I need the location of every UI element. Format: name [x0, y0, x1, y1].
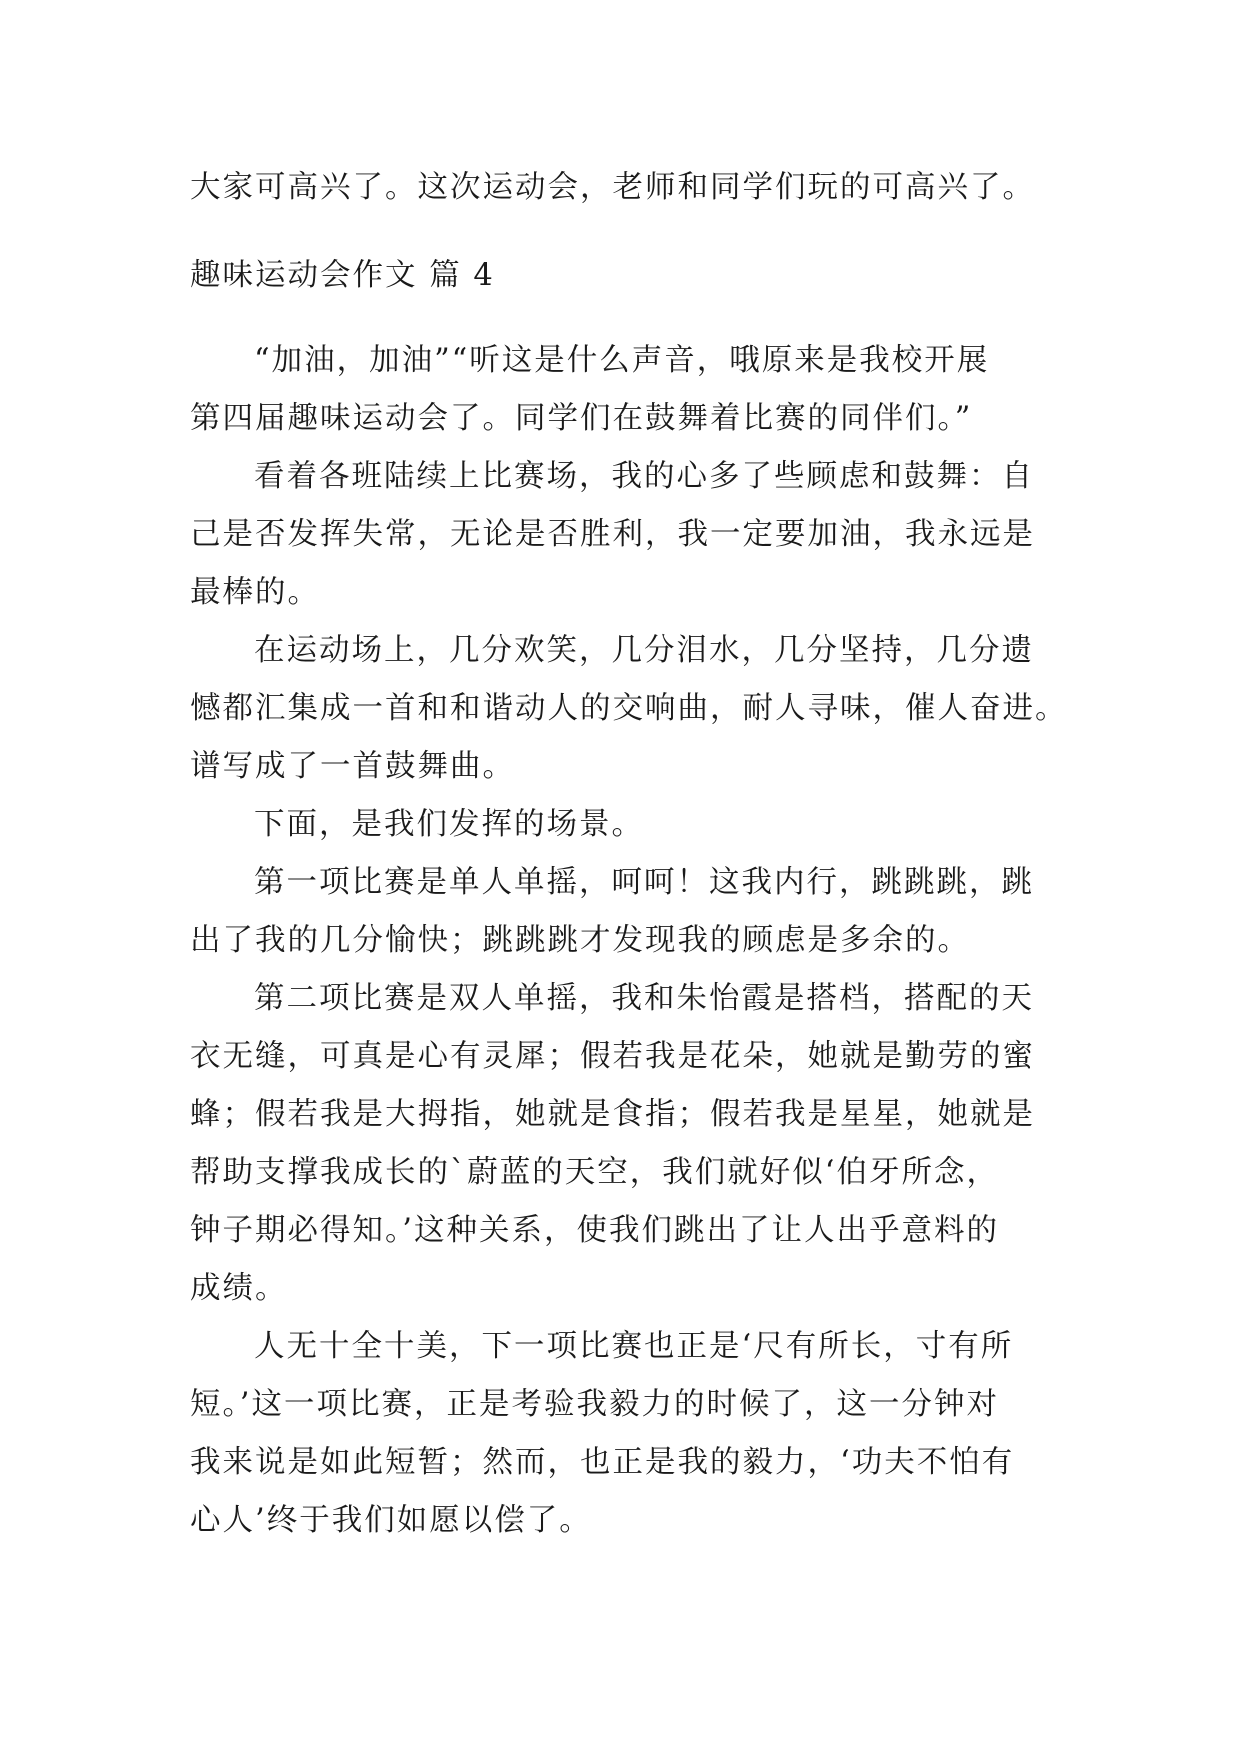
text-line: 下面，是我们发挥的场景。 — [254, 807, 644, 842]
text-line: 第二项比赛是双人单摇，我和朱怡霞是搭档，搭配的天 — [254, 981, 1034, 1016]
text-line: 短。’这一项比赛，正是考验我毅力的时候了，这一分钟对 — [190, 1387, 999, 1422]
text-line: 在运动场上，几分欢笑，几分泪水，几分坚持，几分遗 — [254, 633, 1034, 668]
continuation-paragraph — [190, 159, 1050, 217]
text-line: 心人’终于我们如愿以偿了。 — [190, 1503, 592, 1538]
text-line: 憾都汇集成一首和和谐动人的交响曲，耐人寻味，催人奋进。 — [190, 691, 1068, 726]
text-line: 出了我的几分愉快；跳跳跳才发现我的顾虑是多余的。 — [190, 923, 970, 958]
text-line: 钟子期必得知。’这种关系，使我们跳出了让人出乎意料的 — [190, 1213, 999, 1248]
text-line: 成绩。 — [190, 1271, 288, 1306]
text-line: 第一项比赛是单人单摇，呵呵！这我内行，跳跳跳，跳 — [254, 865, 1034, 900]
text-line: 大家可高兴了。这次运动会，老师和同学们玩的可高兴了。 — [190, 170, 1035, 205]
text-line: 己是否发挥失常，无论是否胜利，我一定要加油，我永远是 — [190, 517, 1035, 552]
text-line: 第四届趣味运动会了。同学们在鼓舞着比赛的同伴们。” — [190, 401, 973, 436]
essay-body — [190, 332, 1068, 1550]
essay-heading — [190, 247, 1050, 305]
text-line: 谱写成了一首鼓舞曲。 — [190, 749, 515, 784]
text-line: 我来说是如此短暂；然而，也正是我的毅力，‘功夫不怕有 — [190, 1445, 1015, 1480]
heading-text: 趣味运动会作文 篇 4 — [190, 258, 495, 293]
text-line: “加油，加油”“听这是什么声音，哦原来是我校开展 — [254, 343, 990, 378]
text-line: 蜂；假若我是大拇指，她就是食指；假若我是星星，她就是 — [190, 1097, 1035, 1132]
text-line: 人无十全十美，下一项比赛也正是‘尺有所长，寸有所 — [254, 1329, 1014, 1364]
text-line: 衣无缝，可真是心有灵犀；假若我是花朵，她就是勤劳的蜜 — [190, 1039, 1035, 1074]
text-line: 帮助支撑我成长的`蔚蓝的天空，我们就好似‘伯牙所念， — [190, 1155, 999, 1190]
text-line: 最棒的。 — [190, 575, 320, 610]
text-line: 看着各班陆续上比赛场，我的心多了些顾虑和鼓舞：自 — [254, 459, 1034, 494]
